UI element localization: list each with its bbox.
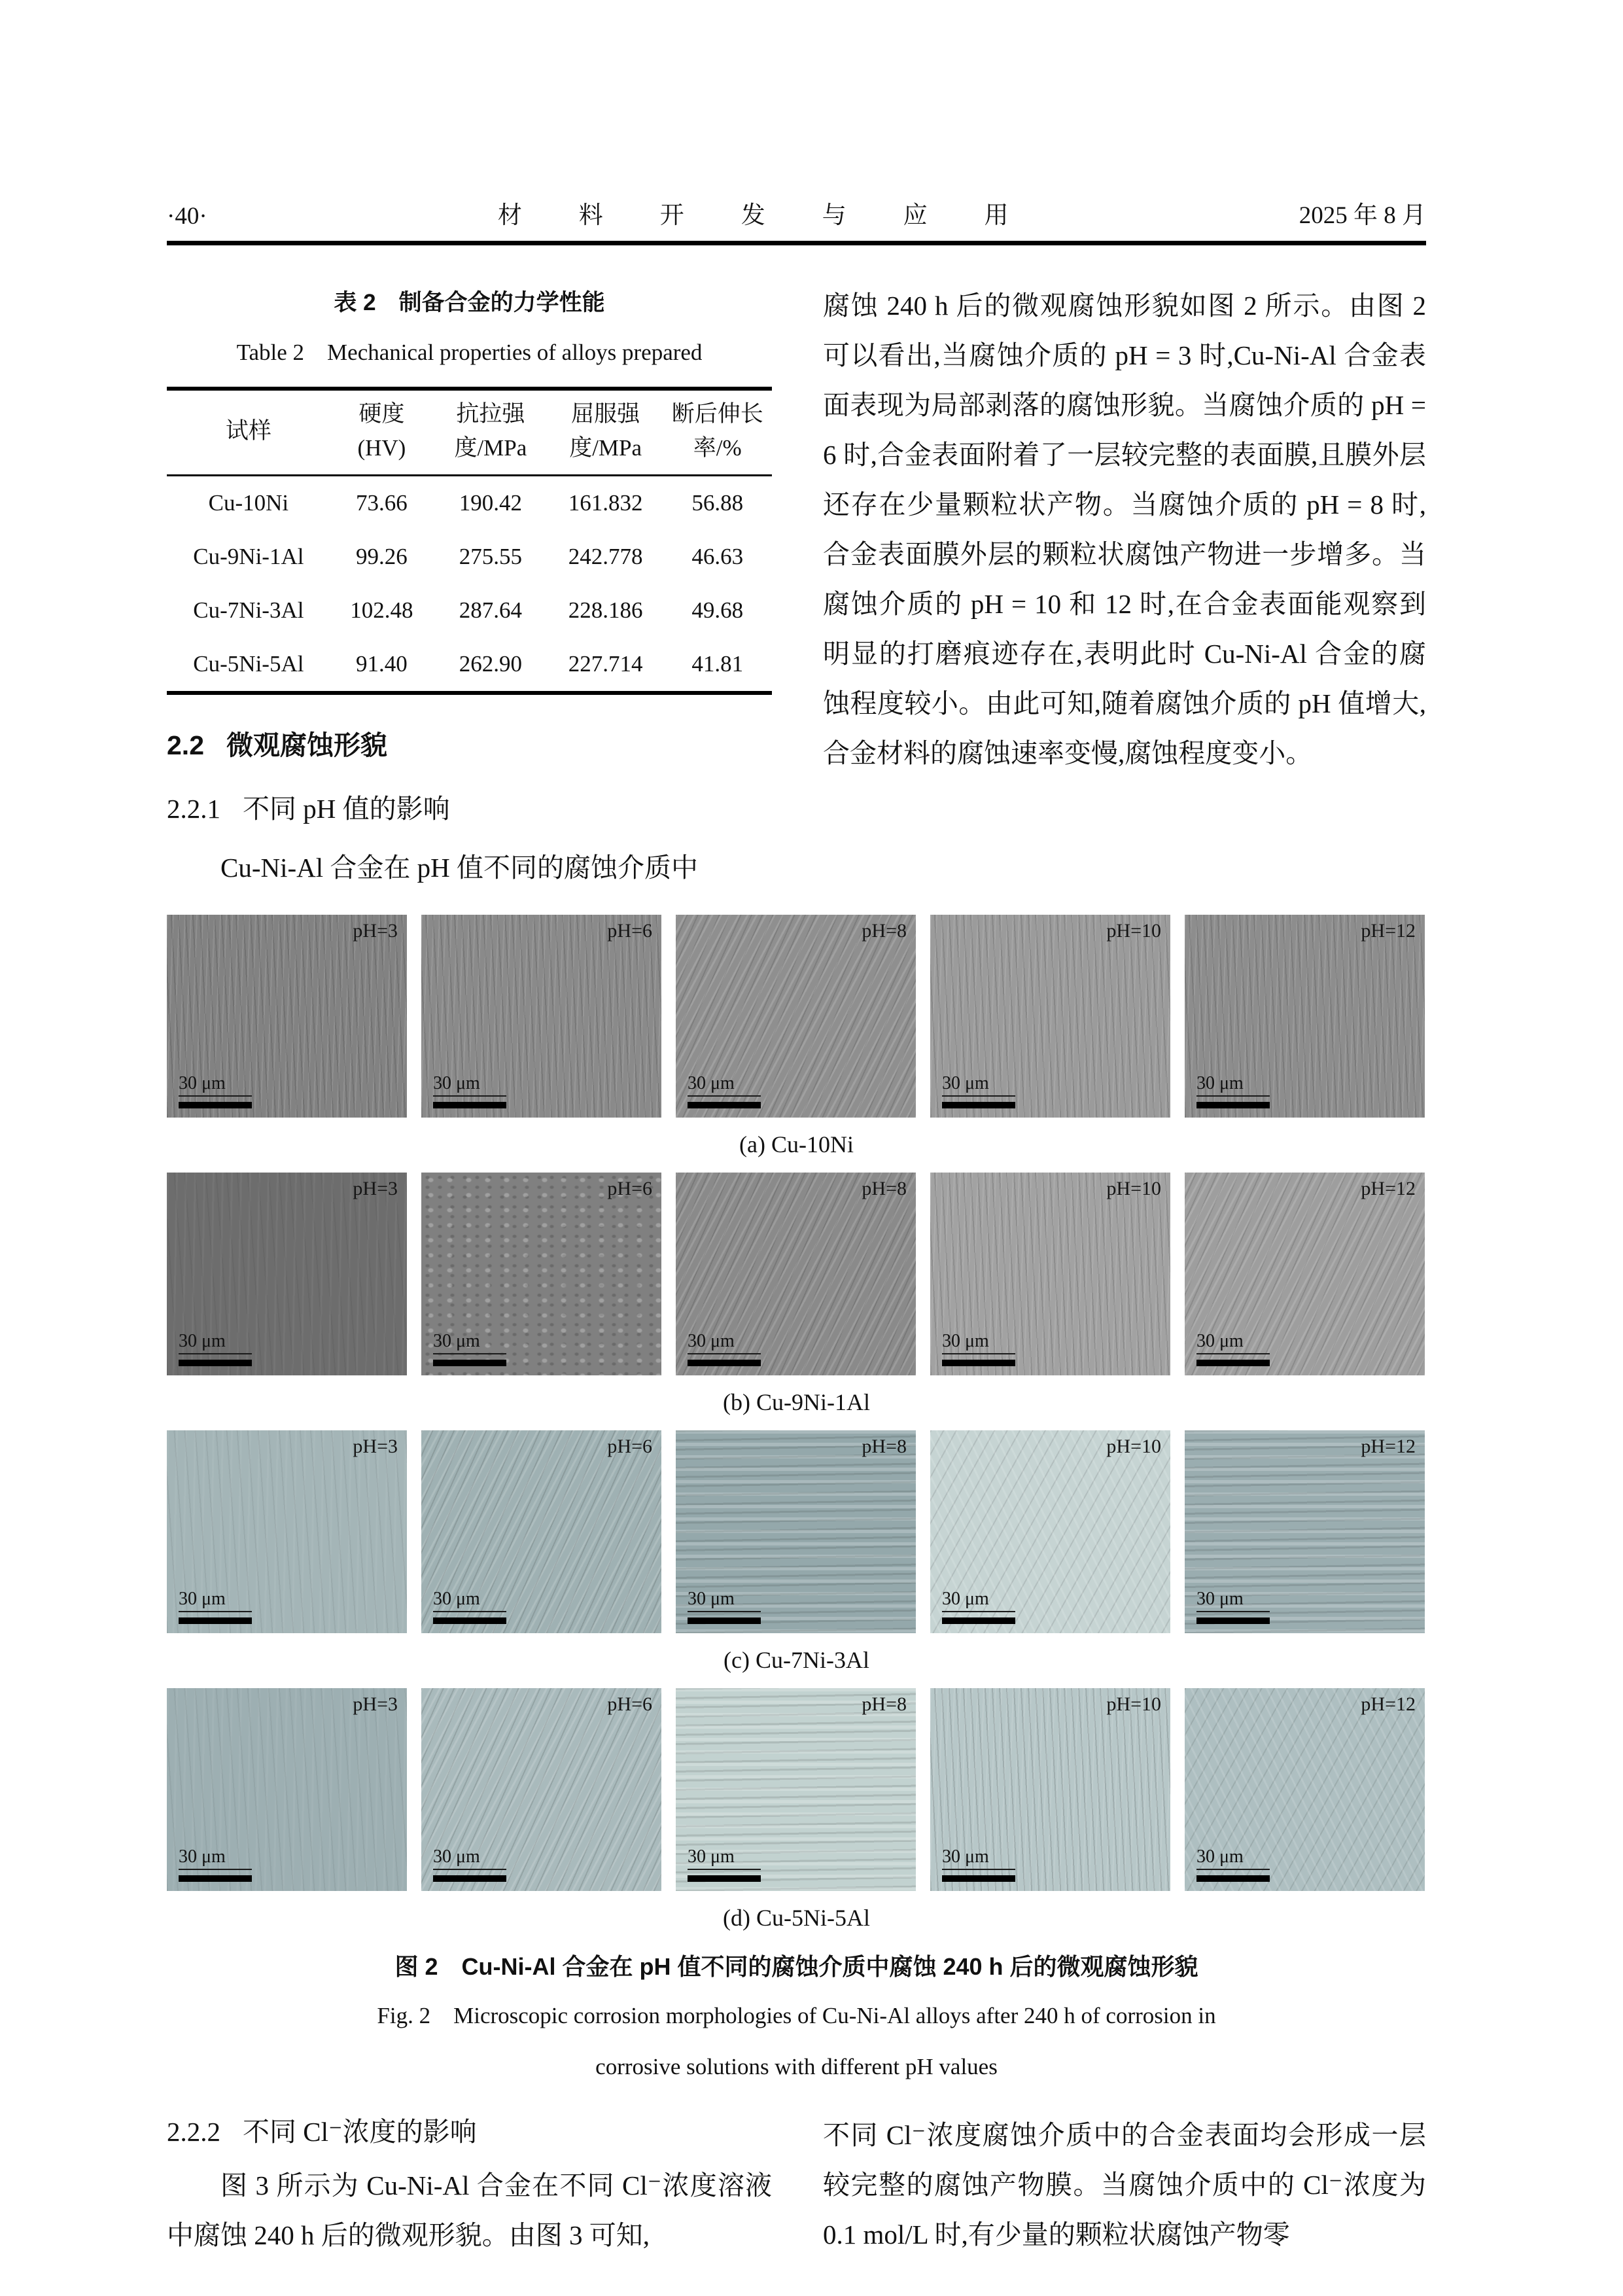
scale-label: 30 μm <box>688 1589 761 1612</box>
col-header-elongation: 断后伸长 率/% <box>663 389 773 476</box>
table-row: Cu-7Ni-3Al 102.48 287.64 228.186 49.68 <box>167 584 772 637</box>
scale-bar <box>179 1360 252 1366</box>
scale-bar <box>179 1617 252 1624</box>
ph-label: pH=6 <box>607 920 652 942</box>
ph-label: pH=10 <box>1106 1436 1161 1457</box>
scale-label: 30 μm <box>942 1073 1015 1097</box>
ph-label: pH=12 <box>1361 920 1416 942</box>
scale-label: 30 μm <box>433 1589 506 1612</box>
scale-bar <box>179 1875 252 1882</box>
scale-bar <box>942 1875 1015 1882</box>
right-paragraph: 腐蚀 240 h 后的微观腐蚀形貌如图 2 所示。由图 2 可以看出,当腐蚀介质的 pH = 3 时,Cu-Ni-Al 合金表面表现为局部剥落的腐蚀形貌。当腐蚀介质的 pH = 6 时,合金表面附着了一层较完整的表面膜,且膜外层还存在少量颗粒状产物。当腐蚀介质的 pH = 8 时,合金表面膜外层的颗粒状腐蚀产物进一步增多。当腐蚀介质的 pH = 10 和 12 时,在合金表面能观察到明显的打磨痕迹存在,表明此时 Cu-Ni-Al 合金的腐蚀程度较小。由此可知,随着腐蚀介质的 pH 值增大,合金材料的腐蚀速率变慢,腐蚀程度变小。 <box>823 291 1426 768</box>
figure-row-c <box>167 1430 1426 1633</box>
scale-bar-group <box>1196 1589 1270 1624</box>
scale-bar <box>688 1617 761 1624</box>
cell-sample: Cu-10Ni <box>208 490 289 516</box>
header-rule <box>167 241 1426 245</box>
scale-bar <box>942 1617 1015 1624</box>
sem-image-b-ph6 <box>421 1173 661 1375</box>
right-column <box>823 281 1426 892</box>
scale-label: 30 μm <box>688 1846 761 1870</box>
sem-image-d-ph12 <box>1185 1688 1425 1891</box>
left-intro-paragraph: Cu-Ni-Al 合金在 pH 值不同的腐蚀介质中 <box>220 853 699 883</box>
scale-bar-group <box>942 1589 1015 1624</box>
issue-date: 2025 年 8 月 <box>1299 202 1426 229</box>
scale-bar <box>688 1360 761 1366</box>
cell-sample: Cu-7Ni-3Al <box>193 597 304 623</box>
ph-label: pH=6 <box>607 1693 652 1715</box>
scale-bar-group <box>179 1589 252 1624</box>
scale-bar-group <box>179 1331 252 1366</box>
sem-image-d-ph10 <box>930 1688 1170 1891</box>
figure2-caption-zh: 图 2 Cu-Ni-Al 合金在 pH 值不同的腐蚀介质中腐蚀 240 h 后的微观腐蚀形貌 <box>394 1953 1198 1980</box>
scale-bar-group <box>942 1331 1015 1366</box>
sem-image-d-ph6 <box>421 1688 661 1891</box>
ph-label: pH=12 <box>1361 1693 1416 1715</box>
table-row: Cu-10Ni 73.66 190.42 161.832 56.88 <box>167 476 772 531</box>
scale-bar <box>433 1875 506 1882</box>
cell-sample: Cu-5Ni-5Al <box>193 651 304 677</box>
journal-title: 材 料 开 发 与 应 用 <box>497 202 1034 229</box>
scale-label: 30 μm <box>942 1589 1015 1612</box>
table2-caption-en: Table 2 Mechanical properties of alloys prepared <box>236 340 703 365</box>
ph-label: pH=8 <box>862 1178 907 1199</box>
scale-label: 30 μm <box>942 1846 1015 1870</box>
sem-image-a-ph10 <box>930 915 1170 1118</box>
ph-label: pH=3 <box>353 1178 398 1199</box>
section-2-2-2-heading: 2.2.2 不同 Cl⁻浓度的影响 <box>167 2117 477 2147</box>
sem-image-b-ph10 <box>930 1173 1170 1375</box>
col-header-sample: 试样 <box>167 389 330 476</box>
sem-image-c-ph12 <box>1185 1430 1425 1633</box>
scale-bar-group <box>433 1331 506 1366</box>
figure-row-caption-b: (b) Cu-9Ni-1Al <box>723 1389 870 1415</box>
col-header-tensile: 抗拉强 度/MPa <box>433 389 548 476</box>
sem-image-b-ph8 <box>676 1173 916 1375</box>
page-number: ·40· <box>167 203 207 230</box>
sem-image-a-ph3 <box>167 915 407 1118</box>
sem-image-b-ph12 <box>1185 1173 1425 1375</box>
bottom-right-paragraph: 不同 Cl⁻浓度腐蚀介质中的合金表面均会形成一层较完整的腐蚀产物膜。当腐蚀介质中的 Cl⁻浓度为 0.1 mol/L 时,有少量的颗粒状腐蚀产物零 <box>823 2120 1426 2250</box>
ph-label: pH=6 <box>607 1178 652 1199</box>
scale-label: 30 μm <box>688 1331 761 1354</box>
scale-bar-group <box>688 1846 761 1882</box>
scale-bar-group <box>179 1073 252 1108</box>
scale-label: 30 μm <box>1196 1331 1270 1354</box>
figure-row-a <box>167 915 1426 1118</box>
scale-label: 30 μm <box>1196 1589 1270 1612</box>
scale-bar-group <box>1196 1331 1270 1366</box>
bottom-columns <box>167 2110 1426 2260</box>
sem-image-c-ph8 <box>676 1430 916 1633</box>
ph-label: pH=6 <box>607 1436 652 1457</box>
scale-bar <box>1196 1875 1270 1882</box>
sem-image-c-ph3 <box>167 1430 407 1633</box>
sem-image-a-ph8 <box>676 915 916 1118</box>
top-columns <box>167 281 1426 892</box>
scale-label: 30 μm <box>179 1073 252 1097</box>
sem-image-d-ph3 <box>167 1688 407 1891</box>
ph-label: pH=10 <box>1106 920 1161 942</box>
figure-2 <box>167 915 1426 2084</box>
sem-image-c-ph10 <box>930 1430 1170 1633</box>
ph-label: pH=10 <box>1106 1693 1161 1715</box>
table-row: Cu-5Ni-5Al 91.40 262.90 227.714 41.81 <box>167 637 772 693</box>
section-2-2-1-heading: 2.2.1 不同 pH 值的影响 <box>167 794 450 824</box>
scale-label: 30 μm <box>433 1331 506 1354</box>
ph-label: pH=3 <box>353 1693 398 1715</box>
page-header <box>167 0 1426 230</box>
scale-bar-group <box>433 1073 506 1108</box>
scale-bar <box>1196 1102 1270 1108</box>
bottom-right-column <box>823 2110 1426 2260</box>
left-column <box>167 281 772 892</box>
scale-bar-group <box>179 1846 252 1882</box>
scale-label: 30 μm <box>179 1589 252 1612</box>
sem-image-c-ph6 <box>421 1430 661 1633</box>
ph-label: pH=12 <box>1361 1436 1416 1457</box>
ph-label: pH=12 <box>1361 1178 1416 1199</box>
table2-header <box>167 389 772 476</box>
scale-bar-group <box>433 1589 506 1624</box>
scale-bar-group <box>688 1331 761 1366</box>
scale-bar <box>179 1102 252 1108</box>
table-row: Cu-9Ni-1Al 99.26 275.55 242.778 46.63 <box>167 530 772 584</box>
figure-row-caption-c: (c) Cu-7Ni-3Al <box>724 1647 869 1673</box>
scale-label: 30 μm <box>1196 1846 1270 1870</box>
sem-image-a-ph6 <box>421 915 661 1118</box>
scale-bar <box>433 1102 506 1108</box>
bottom-left-paragraph: 图 3 所示为 Cu-Ni-Al 合金在不同 Cl⁻浓度溶液中腐蚀 240 h 后的微观形貌。由图 3 可知, <box>167 2170 772 2250</box>
scale-bar-group <box>1196 1846 1270 1882</box>
ph-label: pH=8 <box>862 1693 907 1715</box>
scale-label: 30 μm <box>179 1331 252 1354</box>
scale-label: 30 μm <box>179 1846 252 1870</box>
scale-bar <box>1196 1360 1270 1366</box>
scale-bar-group <box>942 1073 1015 1108</box>
ph-label: pH=10 <box>1106 1178 1161 1199</box>
sem-image-d-ph8 <box>676 1688 916 1891</box>
scale-label: 30 μm <box>688 1073 761 1097</box>
scale-bar-group <box>688 1589 761 1624</box>
figure2-caption-en-line1: Fig. 2 Microscopic corrosion morphologies of Cu-Ni-Al alloys after 240 h of corrosion in <box>377 2003 1216 2028</box>
scale-bar <box>433 1360 506 1366</box>
scale-bar-group <box>1196 1073 1270 1108</box>
col-header-yield: 屈服强 度/MPa <box>548 389 663 476</box>
ph-label: pH=3 <box>353 1436 398 1457</box>
bottom-left-column <box>167 2110 772 2260</box>
scale-bar-group <box>942 1846 1015 1882</box>
scale-bar <box>1196 1617 1270 1624</box>
figure2-caption-en-line2: corrosive solutions with different pH values <box>595 2054 998 2079</box>
scale-bar <box>433 1617 506 1624</box>
scale-bar <box>688 1102 761 1108</box>
scale-label: 30 μm <box>942 1331 1015 1354</box>
figure-row-caption-d: (d) Cu-5Ni-5Al <box>723 1905 870 1931</box>
section-2-2-heading: 2.2 微观腐蚀形貌 <box>167 730 387 760</box>
table2 <box>167 387 772 695</box>
cell-sample: Cu-9Ni-1Al <box>193 544 304 569</box>
scale-bar <box>942 1360 1015 1366</box>
figure-row-caption-a: (a) Cu-10Ni <box>739 1131 854 1157</box>
figure-row-d <box>167 1688 1426 1891</box>
scale-label: 30 μm <box>1196 1073 1270 1097</box>
ph-label: pH=8 <box>862 1436 907 1457</box>
scale-bar <box>688 1875 761 1882</box>
scale-label: 30 μm <box>433 1073 506 1097</box>
scale-label: 30 μm <box>433 1846 506 1870</box>
table2-caption-zh: 表 2 制备合金的力学性能 <box>334 290 605 315</box>
sem-image-a-ph12 <box>1185 915 1425 1118</box>
col-header-hardness: 硬度 (HV) <box>330 389 433 476</box>
ph-label: pH=3 <box>353 920 398 942</box>
scale-bar-group <box>433 1846 506 1882</box>
scale-bar-group <box>688 1073 761 1108</box>
figure-row-b <box>167 1173 1426 1375</box>
scale-bar <box>942 1102 1015 1108</box>
ph-label: pH=8 <box>862 920 907 942</box>
sem-image-b-ph3 <box>167 1173 407 1375</box>
